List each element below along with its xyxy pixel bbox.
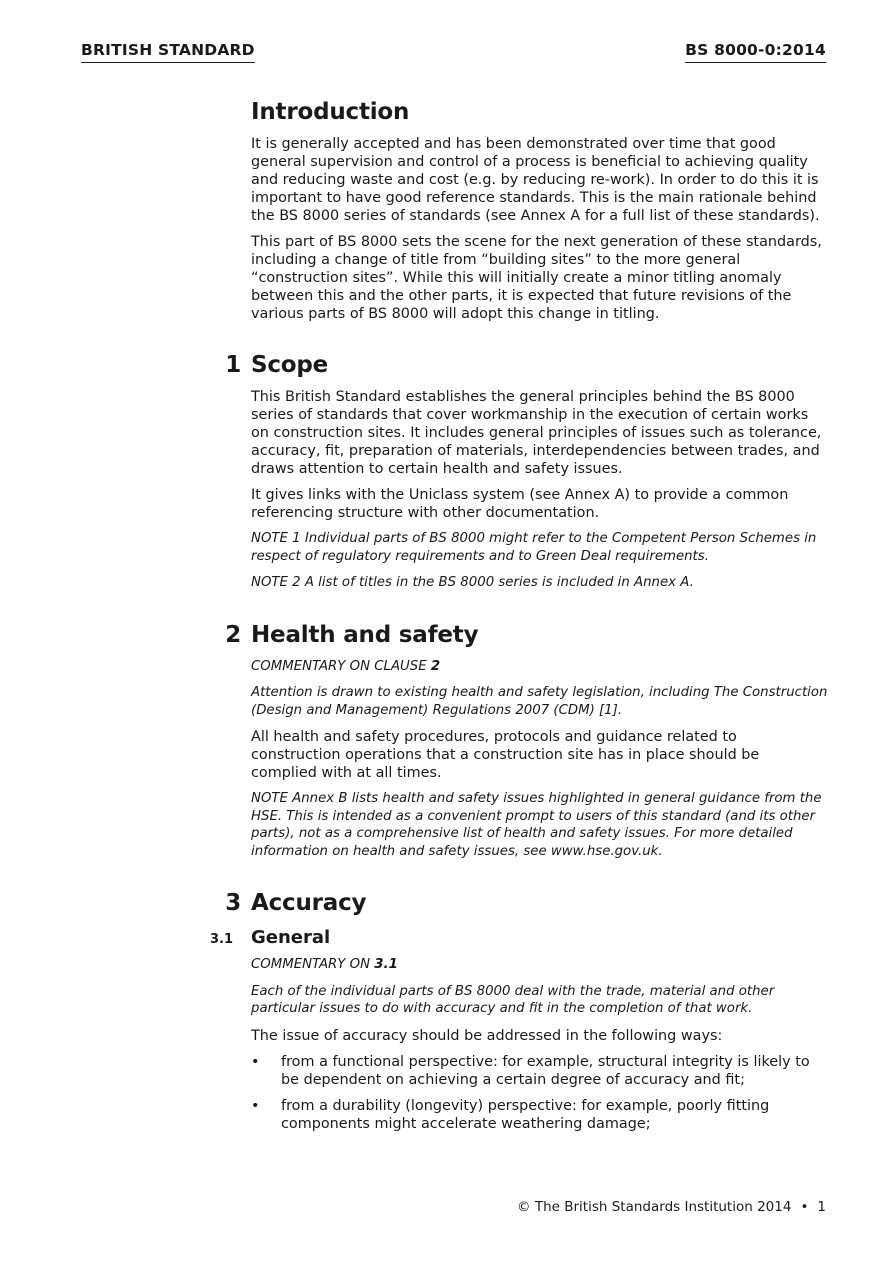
- health-commentary: Attention is drawn to existing health and safety legislation, including The Construction (Design and Management) Regulations 2007 (CDM) [1].: [251, 685, 828, 718]
- accuracy-commentary-label: COMMENTARY ON 3.1: [251, 957, 398, 972]
- subsection-title: General: [251, 927, 331, 948]
- section-number: 1: [225, 352, 241, 378]
- scope-note-2: NOTE 2 A list of titles in the BS 8000 series is included in Annex A.: [251, 575, 694, 590]
- health-note: NOTE Annex B lists health and safety issues highlighted in general guidance from the HSE. This is intended as a convenient prompt to users of this standard (and its other parts), not as a comprehensive list of health and safety issues. For more detailed information on health and safety issues, see www.hse.gov.uk.: [251, 791, 822, 859]
- section-title: Introduction: [251, 99, 410, 125]
- health-paragraph-1: All health and safety procedures, protocols and guidance related to construction operations that a construction site has in place should be complied with at all times.: [251, 729, 760, 781]
- scope-paragraph-2: It gives links with the Uniclass system (see Annex A) to provide a common referencing structure with other documentation.: [251, 487, 789, 521]
- accuracy-bullet-list: [251, 1053, 829, 1133]
- intro-paragraph-2: This part of BS 8000 sets the scene for the next generation of these standards, including a change of title from “building sites” to the more general “construction sites”. While this will initially create a minor titling anomaly between this and the other parts, it is expected that future revisions of the various parts of BS 8000 will adopt this change in titling.: [251, 234, 822, 322]
- commentary-ref: 2: [430, 658, 441, 674]
- running-header-left: BRITISH STANDARD: [81, 41, 255, 63]
- section-title: Accuracy: [251, 890, 367, 916]
- copyright-text: © The British Standards Institution 2014: [517, 1199, 792, 1215]
- running-header-right: BS 8000-0:2014: [685, 41, 826, 63]
- subsection-general-heading: [209, 926, 829, 950]
- scope-paragraph-1: This British Standard establishes the general principles behind the BS 8000 series of standards that cover workmanship in the execution of certain works on construction sites. It includes general principles of issues such as tolerance, accuracy, fit, preparation of materials, interdependencies between trades, and draws attention to certain health and safety issues.: [251, 389, 822, 477]
- section-introduction-heading: [251, 97, 829, 127]
- list-item: • from a durability (longevity) perspective: for example, poorly fitting components might accelerate weathering damage;: [251, 1097, 829, 1133]
- section-accuracy-heading: [225, 888, 829, 918]
- page-number: 1: [817, 1199, 826, 1215]
- intro-paragraph-1: It is generally accepted and has been demonstrated over time that good general supervision and control of a process is beneficial to achieving quality and reducing waste and cost (e.g. by reducing re-work). In order to do this it is important to have good reference standards. This is the main rationale behind the BS 8000 series of standards (see Annex A for a full list of these standards).: [251, 136, 820, 224]
- page-footer: [517, 1199, 826, 1215]
- health-commentary-label: COMMENTARY ON CLAUSE 2: [251, 658, 441, 674]
- section-title: Scope: [251, 352, 329, 378]
- commentary-ref: 3.1: [374, 957, 398, 972]
- subsection-number: 3.1: [209, 932, 233, 947]
- section-scope-heading: [225, 350, 829, 380]
- accuracy-paragraph-1: The issue of accuracy should be addressed in the following ways:: [251, 1027, 723, 1044]
- page-body: [209, 97, 829, 1141]
- section-number: 2: [225, 621, 241, 648]
- section-title: Health and safety: [251, 621, 479, 648]
- list-item: • from a functional perspective: for example, structural integrity is likely to be dependent on achieving a certain degree of accuracy and fit;: [251, 1053, 829, 1089]
- bullet-separator: •: [800, 1199, 809, 1215]
- section-health-heading: [225, 620, 829, 650]
- scope-note-1: NOTE 1 Individual parts of BS 8000 might refer to the Competent Person Schemes in respect of regulatory requirements and to Green Deal requirements.: [251, 531, 817, 564]
- section-number: 3: [225, 890, 241, 916]
- accuracy-commentary: Each of the individual parts of BS 8000 deal with the trade, material and other particular issues to do with accuracy and fit in the completion of that work.: [251, 983, 775, 1016]
